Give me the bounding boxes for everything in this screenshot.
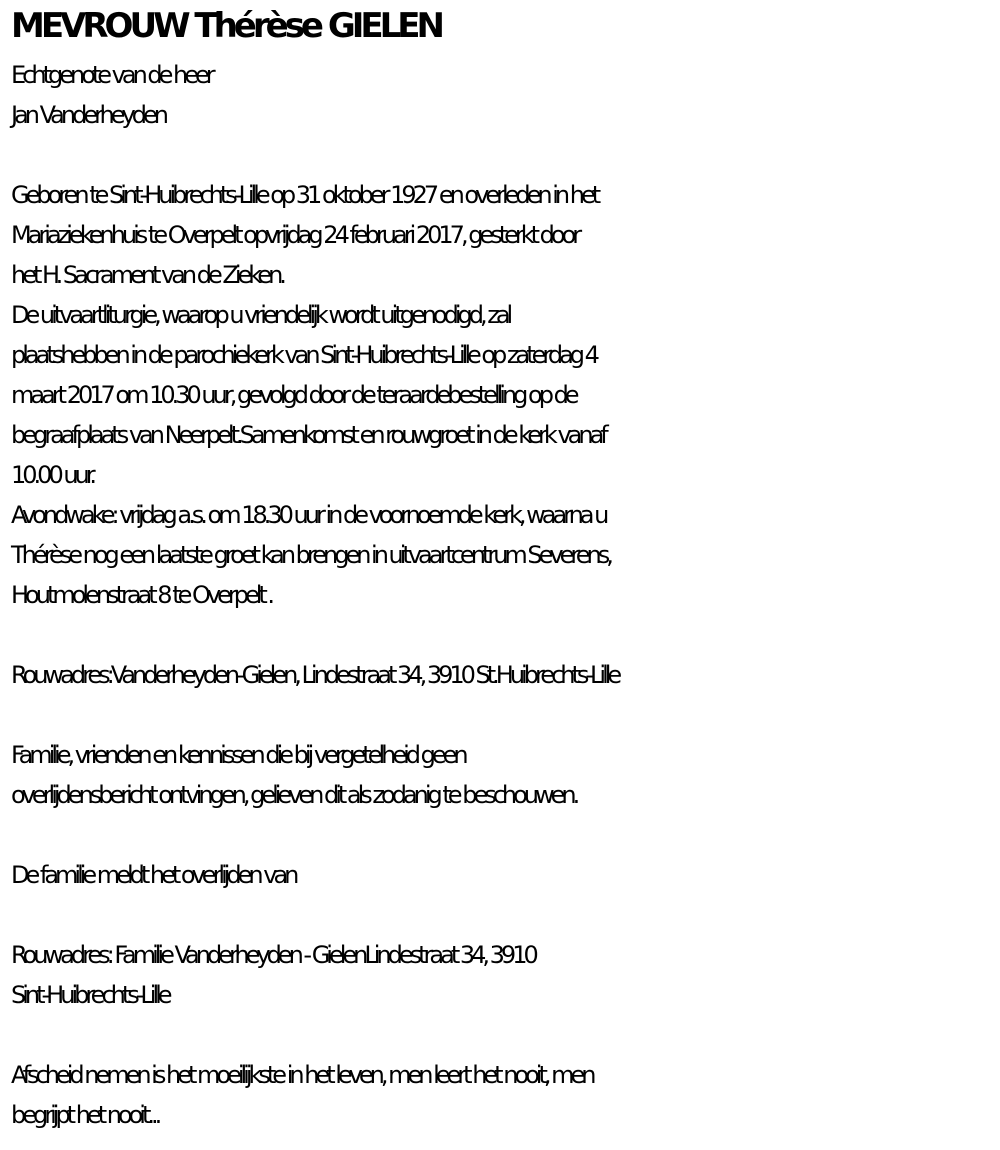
family-announcement: De familie meldt het overlijden van [11,861,296,889]
paragraph-line: Mariaziekenhuis te Overpelt opvrijdag 24 februari 2017, gesterkt door [11,221,579,249]
paragraph-line: Thérèse nog een laatste groet kan brengen in uitvaartcentrum Severens, [11,541,610,569]
family-notice-line: Familie, vrienden en kennissen die bij vergetelheid geen [11,741,465,769]
spacer [11,815,993,855]
paragraph-line: maart 2017 om 10.30 uur, gevolgd door de teraardebestelling op de [11,381,576,409]
paragraph-line: het H. Sacrament van de Zieken. [11,261,283,289]
paragraph-line: De uitvaartliturgie, waarop u vriendelijk wordt uitgenodigd, zal [11,301,510,329]
mourning-address-1: Rouwadres:Vanderheyden-Gielen, Lindestraat 34, 3910 St.Huibrechts-Lille [11,661,619,689]
paragraph-line: 10.00 uur. [11,461,94,489]
paragraph-line: begraafplaats van Neerpelt.Samenkomst en rouwgroet in de kerk vanaf [11,421,605,449]
address-line: Rouwadres: Familie Vanderheyden - GielenLindestraat 34, 3910 [11,941,535,969]
obituary-document [11,0,993,1135]
paragraph-line: plaatshebben in de parochiekerk van Sint-Huibrechts-Lille op zaterdag 4 [11,341,596,369]
spouse-line-2: Jan Vanderheyden [11,101,165,129]
closing-line: begrijpt het nooit... [11,1101,159,1129]
address-line: Sint-Huibrechts-Lille [11,981,169,1009]
spacer [11,135,993,175]
closing-quote [11,1055,993,1135]
spouse-line-1: Echtgenote van de heer [11,61,212,89]
deceased-name-title: MEVROUW Thérèse GIELEN [11,6,441,46]
paragraph-line: Avondwake: vrijdag a.s. om 18.30 uur in de voornoemde kerk, waarna u [11,501,606,529]
main-paragraph [11,175,993,615]
spouse-section [11,55,993,135]
spacer [11,615,993,655]
paragraph-line: Geboren te Sint-Huibrechts-Lille op 31 oktober 1927 en overleden in het [11,181,598,209]
spacer [11,695,993,735]
family-notice [11,735,993,815]
spacer [11,1015,993,1055]
mourning-address-2 [11,935,993,1015]
closing-line: Afscheid nemen is het moeilijkste in het leven, men leert het nooit, men [11,1061,593,1089]
spacer [11,895,993,935]
paragraph-line: Houtmolenstraat 8 te Overpelt . [11,581,272,609]
family-notice-line: overlijdensbericht ontvingen, gelieven dit als zodanig te beschouwen. [11,781,577,809]
